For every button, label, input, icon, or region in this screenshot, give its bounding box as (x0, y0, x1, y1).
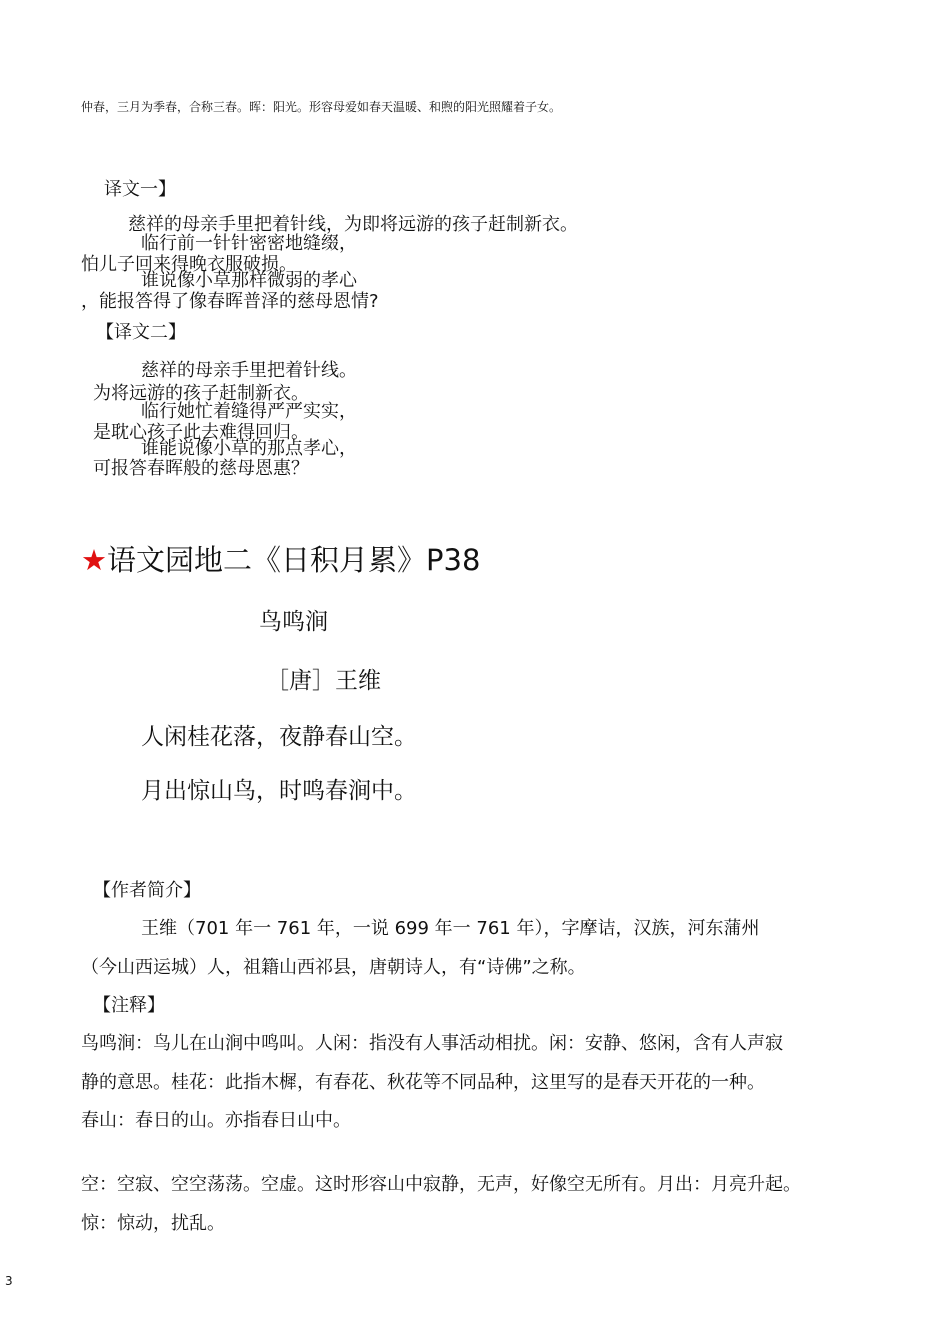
translation2-header: 【译文二】 (96, 322, 186, 343)
notes-line: 静的意思。桂花：此指木樨，有春花、秋花等不同品种，这里写的是春天开花的一种。 (81, 1072, 765, 1093)
section-heading (81, 538, 480, 579)
top-note: 仲春，三月为季春，合称三春。晖：阳光。形容母爱如春天温暖、和煦的阳光照耀着子女。 (81, 100, 562, 114)
translation2-line: 可报答春晖般的慈母恩惠？ (93, 458, 309, 479)
section-title: 语文园地二《日积月累》P38 (107, 543, 481, 577)
poem-line: 人闲桂花落，夜静春山空。 (141, 724, 417, 750)
translation1-line: 谁说像小草那样微弱的孝心 (141, 270, 357, 291)
notes-line: 空：空寂、空空荡荡。空虚。这时形容山中寂静，无声，好像空无所有。月出：月亮升起。 (81, 1174, 801, 1195)
poem-author: ［唐］王维 (266, 668, 381, 694)
notes-line: 鸟鸣涧：鸟儿在山涧中鸣叫。人闲：指没有人事活动相扰。闲：安静、悠闲，含有人声寂 (81, 1033, 783, 1054)
notes-line: 惊：惊动，扰乱。 (81, 1213, 225, 1234)
translation2-line: 临行她忙着缝得严严实实， (141, 401, 357, 422)
author-intro-line: （今山西运城）人，祖籍山西祁县，唐朝诗人，有“诗佛”之称。 (81, 957, 586, 978)
page-number: 3 (5, 1274, 13, 1288)
author-intro-line: 王维（701 年一 761 年，一说 699 年一 761 年），字摩诘，汉族，河东蒲州 (141, 918, 760, 939)
translation2-line: 为将远游的孩子赶制新衣。 (93, 383, 309, 404)
translation1-line: ，能报答得了像春晖普泽的慈母恩情? (81, 291, 379, 312)
translation1-line: 怕儿子回来得晚衣服破损。 (81, 254, 297, 275)
translation2-line: 谁能说像小草的那点孝心， (141, 438, 357, 459)
poem-title: 鸟鸣涧 (259, 609, 328, 635)
star-icon: ★ (81, 543, 107, 577)
translation1-line: 临行前一针针密密地缝缀， (141, 233, 357, 254)
translation2-line: 是耽心孩子此去难得回归。 (93, 422, 309, 443)
notes-line: 春山：春日的山。亦指春日山中。 (81, 1110, 351, 1131)
notes-header: 【注释】 (93, 995, 165, 1016)
translation1-line: 慈祥的母亲手里把着针线，为即将远游的孩子赶制新衣。 (128, 214, 578, 235)
poem-line: 月出惊山鸟，时鸣春涧中。 (141, 778, 417, 804)
author-intro-header: 【作者简介】 (93, 880, 201, 901)
translation2-line: 慈祥的母亲手里把着针线。 (141, 360, 357, 381)
translation1-header: 译文一】 (104, 179, 176, 200)
